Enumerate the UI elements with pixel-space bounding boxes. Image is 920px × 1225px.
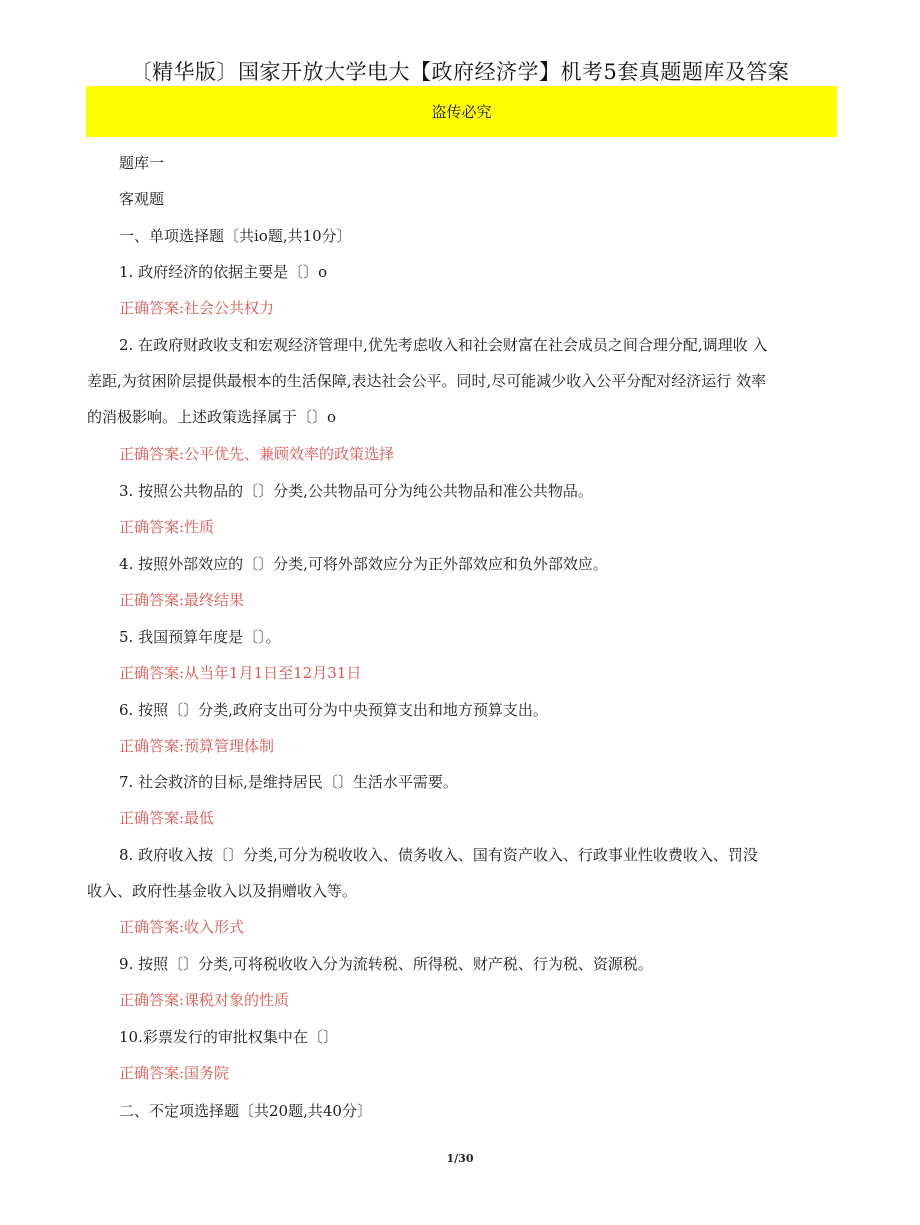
question-4: 4. 按照外部效应的〔〕分类,可将外部效应分为正外部效应和负外部效应。 [119, 555, 608, 573]
question-3: 3. 按照公共物品的〔〕分类,公共物品可分为纯公共物品和准公共物品。 [119, 482, 593, 500]
banner [86, 86, 837, 137]
question-1: 1. 政府经济的依据主要是〔〕o [119, 263, 328, 281]
section-type: 客观题 [119, 190, 165, 208]
question-6: 6. 按照〔〕分类,政府支出可分为中央预算支出和地方预算支出。 [119, 701, 548, 719]
answer-8: 正确答案:收入形式 [119, 918, 245, 936]
question-8-line-1: 8. 政府收入按〔〕分类,可分为税收收入、债务收入、国有资产收入、行政事业性收费收入、罚没 [119, 846, 758, 864]
question-8-line-2: 收入、政府性基金收入以及捐赠收入等。 [87, 882, 358, 900]
section-part2: 二、不定项选择题〔共20题,共40分〕 [119, 1102, 372, 1120]
answer-6: 正确答案:预算管理体制 [119, 737, 275, 755]
question-9: 9. 按照〔〕分类,可将税收收入分为流转税、所得税、财产税、行为税、资源税。 [119, 955, 653, 973]
answer-2: 正确答案:公平优先、兼顾效率的政策选择 [119, 445, 395, 463]
answer-3: 正确答案:性质 [119, 518, 215, 536]
page-number: 1/30 [446, 1152, 474, 1165]
question-5: 5. 我国预算年度是〔〕。 [119, 628, 281, 646]
answer-9: 正确答案:课税对象的性质 [119, 991, 290, 1009]
section-part1: 一、单项选择题〔共io题,共10分〕 [119, 227, 352, 245]
question-2-line-1: 2. 在政府财政收支和宏观经济管理中,优先考虑收入和社会财富在社会成员之间合理分配,调理收 入 [119, 336, 768, 354]
answer-1: 正确答案:社会公共权力 [119, 299, 275, 317]
answer-4: 正确答案:最终结果 [119, 591, 245, 609]
page-title: 〔精华版〕国家开放大学电大【政府经济学】机考5套真题题库及答案 [130, 60, 790, 84]
answer-7: 正确答案:最低 [119, 809, 215, 827]
question-2-line-3: 的消极影响。上述政策选择属于〔〕o [87, 408, 337, 426]
answer-10: 正确答案:国务院 [119, 1064, 230, 1082]
question-2-line-2: 差距,为贫困阶层提供最根本的生活保障,表达社会公平。同时,尽可能减少收入公平分配对经济运行 效率 [87, 372, 767, 390]
banner-text: 盗传必究 [431, 103, 492, 121]
question-7: 7. 社会救济的目标,是维持居民〔〕生活水平需要。 [119, 773, 458, 791]
question-10: 10.彩票发行的审批权集中在〔〕 [119, 1028, 338, 1046]
section-bank: 题库一 [119, 154, 165, 172]
answer-5: 正确答案:从当年1月1日至12月31日 [119, 664, 362, 682]
